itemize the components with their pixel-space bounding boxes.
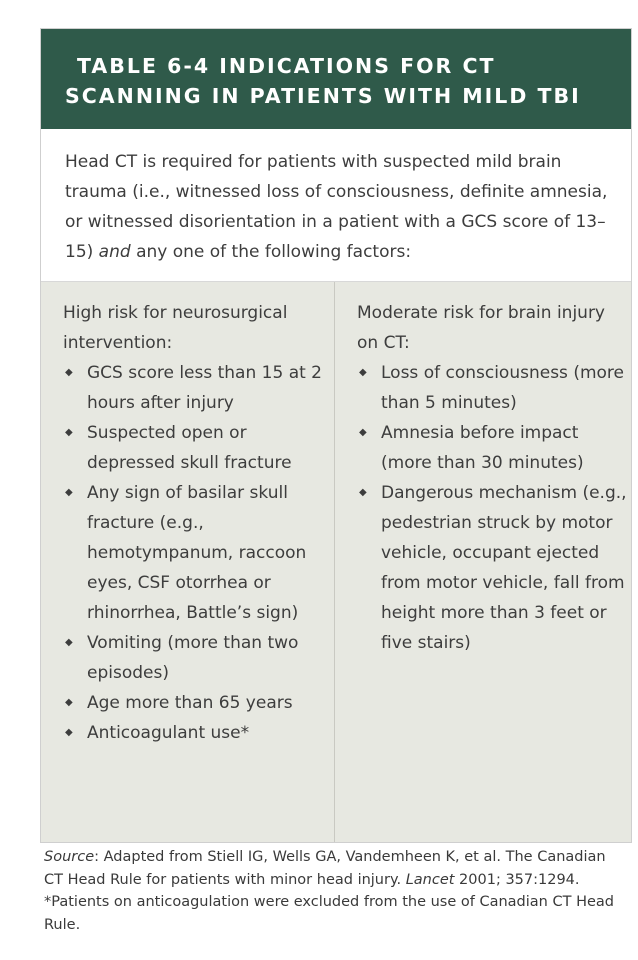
list-item-text: Amnesia before impact (more than 30 minutes) (381, 423, 584, 473)
indications-table (40, 28, 632, 843)
list-item-text: Anticoagulant use* (87, 723, 250, 743)
intro-tail-text: any one of the following factors: (136, 242, 412, 262)
citation-text: 2001; 357:1294. (459, 871, 580, 888)
moderate-risk-column (335, 282, 631, 842)
list-item-text: Loss of consciousness (more than 5 minutes) (381, 363, 624, 413)
diamond-bullet-icon: ◆ (359, 487, 367, 498)
moderate-risk-heading: Moderate risk for brain injury on CT: (357, 303, 605, 353)
diamond-bullet-icon: ◆ (359, 427, 367, 438)
list-item (63, 358, 334, 418)
list-item (63, 688, 334, 718)
journal-name: Lancet (405, 871, 455, 888)
high-risk-column (41, 282, 335, 842)
table-intro (41, 129, 631, 282)
list-item-text: Suspected open or depressed skull fracture (87, 423, 292, 473)
list-item (357, 478, 631, 658)
list-item (63, 478, 334, 628)
list-item-text: Any sign of basilar skull fracture (e.g., hemotympanum, raccoon eyes, CSF otorrhea or rhinorrhea, Battle’s sign) (87, 483, 307, 623)
source-citation (44, 846, 629, 891)
table-title-line1: TABLE 6-4 INDICATIONS FOR CT (77, 54, 496, 78)
high-risk-list (63, 358, 334, 748)
source-label: Source (44, 849, 95, 865)
risk-columns (41, 282, 631, 842)
list-item-text: GCS score less than 15 at 2 hours after injury (87, 363, 322, 413)
diamond-bullet-icon: ◆ (65, 637, 73, 648)
list-item (63, 628, 334, 688)
anticoagulation-note: *Patients on anticoagulation were excluded from the use of Canadian CT Head Rule. (44, 894, 614, 933)
list-item (63, 718, 334, 748)
list-item (63, 418, 334, 478)
intro-main-text: Head CT is required for patients with suspected mild brain trauma (i.e., witnessed loss of consciousness, definite amnesia, or witnessed disorientation in a patient with a GCS score of 13–15) (65, 152, 608, 262)
table-footnotes (44, 846, 629, 936)
list-item-text: Dangerous mechanism (e.g., pedestrian struck by motor vehicle, occupant ejected from motor vehicle, fall from height more than 3 feet or five stairs) (381, 483, 627, 653)
diamond-bullet-icon: ◆ (65, 727, 73, 738)
list-item-text: Age more than 65 years (87, 693, 293, 713)
intro-and-text: and (98, 242, 131, 262)
list-item (357, 358, 631, 418)
high-risk-heading: High risk for neurosurgical intervention: (63, 303, 288, 353)
source-text: : Adapted from Stiell IG, Wells GA, Vandemheen K, et al. The Canadian CT Head Rule for patients with minor head injury. (44, 849, 606, 888)
table-title-line2: SCANNING IN PATIENTS WITH MILD TBI (65, 84, 581, 108)
diamond-bullet-icon: ◆ (359, 367, 367, 378)
moderate-risk-list (357, 358, 631, 658)
diamond-bullet-icon: ◆ (65, 697, 73, 708)
diamond-bullet-icon: ◆ (65, 367, 73, 378)
table-title (41, 29, 631, 129)
diamond-bullet-icon: ◆ (65, 427, 73, 438)
list-item (357, 418, 631, 478)
diamond-bullet-icon: ◆ (65, 487, 73, 498)
list-item-text: Vomiting (more than two episodes) (87, 633, 299, 683)
